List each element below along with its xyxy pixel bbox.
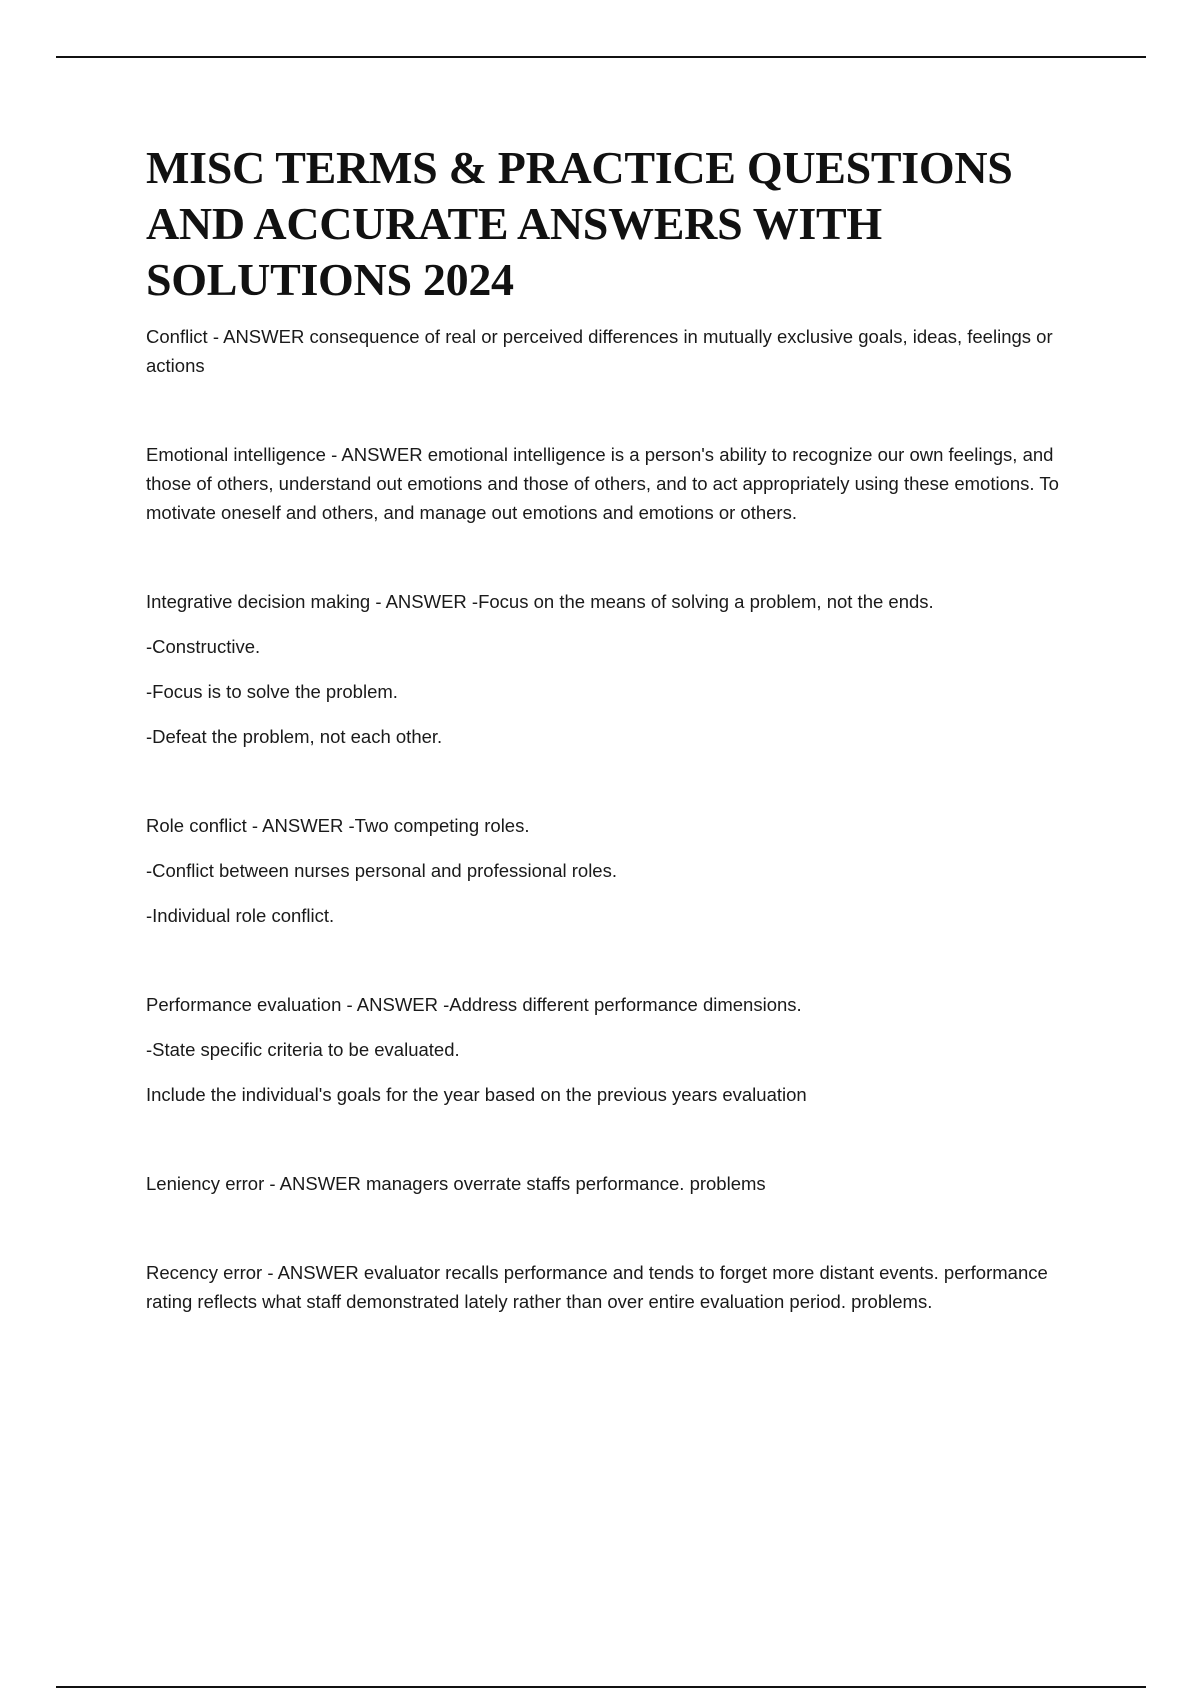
entry-line: Include the individual's goals for the year based on the previous years evaluation [146,1084,807,1105]
entry-line: Emotional intelligence - ANSWER emotional intelligence is a person's ability to recognize our own feelings, and those of others, understand out emotions and those of others, and to act appropriately using these emotions. To motivate oneself and others, and manage out emotions and emotions or others. [146,444,1059,523]
entry-emotional-intelligence [146,440,1086,527]
entry-line: Conflict - ANSWER consequence of real or perceived differences in mutually exclusive goals, ideas, feelings or actions [146,326,1053,376]
entry-line: Leniency error - ANSWER managers overrate staffs performance. problems [146,1173,766,1194]
entry-line: -Defeat the problem, not each other. [146,726,443,747]
entry-leniency-error [146,1169,1086,1198]
entry-line: Performance evaluation - ANSWER -Address different performance dimensions. [146,994,802,1015]
entry-line: -State specific criteria to be evaluated. [146,1039,460,1060]
entry-performance-evaluation [146,990,1086,1109]
entry-line: -Focus is to solve the problem. [146,681,398,702]
entry-line: Role conflict - ANSWER -Two competing roles. [146,815,530,836]
entry-line: -Conflict between nurses personal and professional roles. [146,860,617,881]
entry-line: Integrative decision making - ANSWER -Focus on the means of solving a problem, not the ends. [146,591,934,612]
entry-line: -Constructive. [146,636,261,657]
entry-line: -Individual role conflict. [146,905,335,926]
entry-role-conflict [146,811,1086,930]
entry-line: Recency error - ANSWER evaluator recalls performance and tends to forget more distant events. performance rating reflects what staff demonstrated lately rather than over entire evaluation period. problems. [146,1262,1048,1312]
document-title: MISC TERMS & PRACTICE QUESTIONS AND ACCURATE ANSWERS WITH SOLUTIONS 2024 [146,142,1013,305]
header-rule [56,56,1146,58]
document-body [146,140,1086,1316]
entry-recency-error [146,1258,1086,1316]
entry-conflict [146,322,1086,380]
entry-integrative-decision-making [146,587,1086,751]
footer-rule [56,1686,1146,1688]
